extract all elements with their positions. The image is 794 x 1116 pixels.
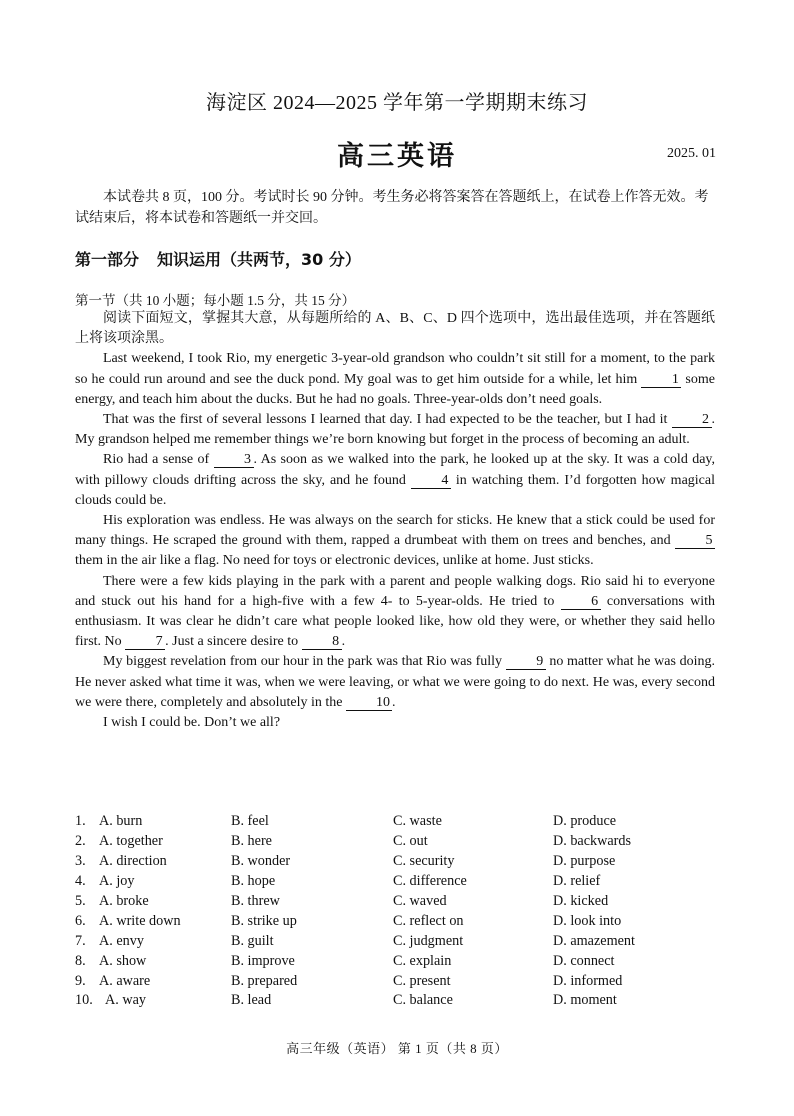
option-d: D. backwards [553,833,632,850]
cloze-passage [75,309,715,733]
section-heading: 第一节（共 10 小题；每小题 1.5 分，共 15 分） [75,293,356,308]
question-number: 2. [75,833,86,850]
question-row [75,911,715,931]
option-d: D. informed [553,972,623,989]
option-b: B. feel [231,813,269,830]
subject-title: 高三英语 [337,141,457,171]
page-footer: 高三年级（英语） 第 1 页（共 8 页） [286,1041,508,1056]
part-heading [75,247,379,270]
option-b: B. prepared [231,972,298,989]
paragraph-6: My biggest revelation from our hour in the park was that Rio was fully 9 no matter what he was doing. He never asked what time it was, when we were leaving, or what we were going to do next. He was, every second we were there, completely and absolutely in the 10 . [75,654,715,710]
question-row [75,931,715,951]
question-number: 6. [75,912,86,929]
question-number: 7. [75,932,86,949]
option-c: C. judgment [393,932,464,949]
option-b: B. improve [231,952,295,969]
exam-instructions: 本试卷共 8 页，100 分。考试时长 90 分钟。考生务必将答案答在答题纸上，在试卷上作答无效。考试结束后，将本试卷和答题纸一并交回。 [75,190,709,226]
paragraph-7: I wish I could be. Don’t we all? [103,715,281,731]
question-row [75,991,715,1011]
paragraph-3: Rio had a sense of 3 . As soon as we walked into the park, he looked up at the sky. It was a cold day, with pillowy clouds drifting across the sky, and he found 4 in watching them. I’d forgotten how magical clouds could be. [75,452,715,508]
blank-2: 2 [672,412,712,428]
paragraph-1: Last weekend, I took Rio, my energetic 3-year-old grandson who couldn’t sit still for a moment, to the park so he could run around and see the duck pond. My goal was to get him outside for a while, let him 1 some energy, and teach him about the ducks. But he had no goals. Three-year-olds don’t need goals. [75,351,715,407]
part-label: 第一部分 [75,250,140,269]
question-number: 8. [75,952,86,969]
option-a: A. write down [99,912,181,929]
option-d: D. purpose [553,853,616,870]
option-c: C. waved [393,893,447,909]
question-row [75,852,715,872]
option-a: A. broke [99,893,149,909]
option-d: D. moment [553,992,617,1009]
option-a: A. show [99,952,147,969]
blank-9: 9 [506,654,546,670]
exam-title: 海淀区 2024—2025 学年第一学期期末练习 [206,92,588,114]
question-number: 10. [75,992,93,1009]
answer-options [75,812,715,1011]
option-a: A. burn [99,813,143,830]
blank-8: 8 [302,634,342,650]
blank-1: 1 [641,372,681,388]
option-c: C. waste [393,813,442,830]
question-number: 9. [75,972,86,989]
option-b: B. strike up [231,912,297,929]
option-d: D. amazement [553,932,635,949]
option-a: A. joy [99,873,135,890]
question-number: 4. [75,873,86,890]
blank-4: 4 [411,473,451,489]
option-d: D. relief [553,873,601,890]
question-number: 5. [75,893,86,909]
option-b: B. threw [231,893,280,909]
blank-3: 3 [214,452,254,468]
option-d: D. produce [553,813,617,830]
question-row [75,872,715,892]
option-b: B. here [231,833,272,850]
option-a: A. envy [99,932,144,949]
option-b: B. guilt [231,932,274,949]
option-d: D. connect [553,952,615,969]
question-row [75,951,715,971]
option-a: A. together [99,833,163,850]
paragraph-5: There were a few kids playing in the park with a parent and people walking dogs. Rio said hi to everyone and stuck out his hand for a high-five with a few 4- to 5-year-olds. He tried to 6 conversations with enthusiasm. It was clear he didn’t care what people looked like, how old they were, or whether they said hello first. No 7 . Just a sincere desire to 8 . [75,573,716,650]
option-c: C. balance [393,992,453,1009]
blank-5: 5 [675,533,715,549]
question-number: 3. [75,853,86,870]
option-b: B. wonder [231,853,291,870]
option-a: A. direction [99,853,167,870]
option-c: C. present [393,972,451,989]
paragraph-2: That was the first of several lessons I learned that day. I had expected to be the teacher, but I had it 2 . My grandson helped me remember things we’re born knowing but forget in the process of becoming an adult. [75,412,715,448]
question-row [75,892,715,912]
option-c: C. explain [393,952,452,969]
blank-10: 10 [346,695,392,711]
question-row [75,832,715,852]
option-c: C. security [393,853,455,870]
paragraph-4: His exploration was endless. He was always on the search for sticks. He knew that a stick could be used for many things. He scraped the ground with them, rapped a drumbeat with them on trees and benches, and 5 them in the air like a flag. No need for toys or electronic devices, unlike at home. Just sticks. [75,513,715,569]
blank-6: 6 [561,594,601,610]
question-number: 1. [75,813,86,830]
exam-date: 2025. 01 [667,146,716,161]
option-a: A. way [105,992,146,1009]
question-row [75,812,715,832]
option-d: D. kicked [553,893,609,909]
option-d: D. look into [553,912,622,929]
option-a: A. aware [99,972,151,989]
option-c: C. out [393,833,428,850]
blank-7: 7 [125,634,165,650]
part-title: 知识运用（共两节，30 分） [157,250,361,269]
section-instruction: 阅读下面短文，掌握其大意，从每题所给的 A、B、C、D 四个选项中，选出最佳选项，并在答题纸上将该项涂黑。 [75,311,715,347]
option-c: C. reflect on [393,912,464,929]
question-row [75,971,715,991]
option-c: C. difference [393,873,467,890]
option-b: B. hope [231,873,276,890]
option-b: B. lead [231,992,272,1009]
